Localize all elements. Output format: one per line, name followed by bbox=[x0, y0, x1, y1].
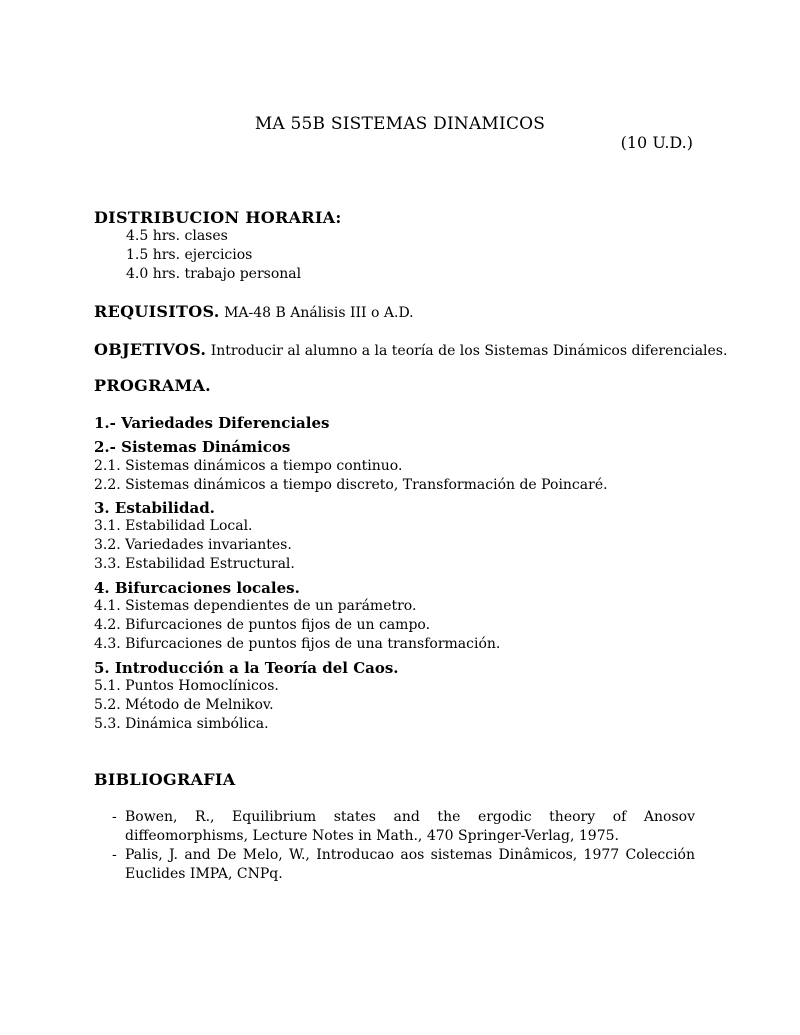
bib-entry: Palis, J. and De Melo, W., Introducao aos sistemas Dinâmicos, 1977 Colección Euclides IMPA, CNPq. bbox=[125, 847, 695, 882]
section-item: 5.3. Dinámica simbólica. bbox=[94, 716, 269, 732]
section-title: 5. Introducción a la Teoría del Caos. bbox=[94, 659, 399, 677]
requisitos-line bbox=[94, 302, 414, 321]
bib-bullet: - bbox=[112, 809, 117, 825]
section-title: 1.- Variedades Diferenciales bbox=[94, 414, 330, 432]
requisitos-label: REQUISITOS. bbox=[94, 302, 220, 321]
course-title: MA 55B SISTEMAS DINAMICOS bbox=[254, 114, 546, 134]
distribucion-item: 4.5 hrs. clases bbox=[126, 228, 228, 244]
section-item: 5.2. Método de Melnikov. bbox=[94, 697, 274, 713]
section-item: 2.1. Sistemas dinámicos a tiempo continuo. bbox=[94, 458, 403, 474]
objetivos-text: Introducir al alumno a la teoría de los Sistemas Dinámicos diferenciales. bbox=[210, 343, 728, 359]
objetivos-label: OBJETIVOS. bbox=[94, 340, 207, 359]
bibliografia-heading: BIBLIOGRAFIA bbox=[94, 770, 236, 789]
section-item: 4.1. Sistemas dependientes de un parámetro. bbox=[94, 598, 417, 614]
section-item: 4.3. Bifurcaciones de puntos fijos de una transformación. bbox=[94, 636, 501, 652]
distribucion-item: 4.0 hrs. trabajo personal bbox=[126, 266, 302, 282]
distribucion-heading: DISTRIBUCION HORARIA: bbox=[94, 208, 342, 227]
section-item: 3.2. Variedades invariantes. bbox=[94, 537, 292, 553]
programa-heading: PROGRAMA. bbox=[94, 376, 212, 395]
bib-entry: Bowen, R., Equilibrium states and the ergodic theory of Anosov diffeomorphisms, Lecture Notes in Math., 470 Springer-Verlag, 1975. bbox=[125, 809, 695, 844]
objetivos-line bbox=[94, 340, 727, 359]
section-item: 2.2. Sistemas dinámicos a tiempo discreto, Transformación de Poincaré. bbox=[94, 477, 608, 493]
course-units: (10 U.D.) bbox=[620, 133, 693, 152]
section-title: 4. Bifurcaciones locales. bbox=[94, 579, 300, 597]
section-title: 3. Estabilidad. bbox=[94, 499, 215, 517]
section-title: 2.- Sistemas Dinámicos bbox=[94, 438, 291, 456]
bib-bullet: - bbox=[112, 847, 117, 863]
requisitos-text: MA-48 B Análisis III o A.D. bbox=[224, 305, 414, 321]
section-item: 5.1. Puntos Homoclínicos. bbox=[94, 678, 279, 694]
section-item: 4.2. Bifurcaciones de puntos fijos de un campo. bbox=[94, 617, 431, 633]
section-item: 3.1. Estabilidad Local. bbox=[94, 518, 253, 534]
section-item: 3.3. Estabilidad Estructural. bbox=[94, 556, 295, 572]
distribucion-item: 1.5 hrs. ejercicios bbox=[126, 247, 253, 263]
